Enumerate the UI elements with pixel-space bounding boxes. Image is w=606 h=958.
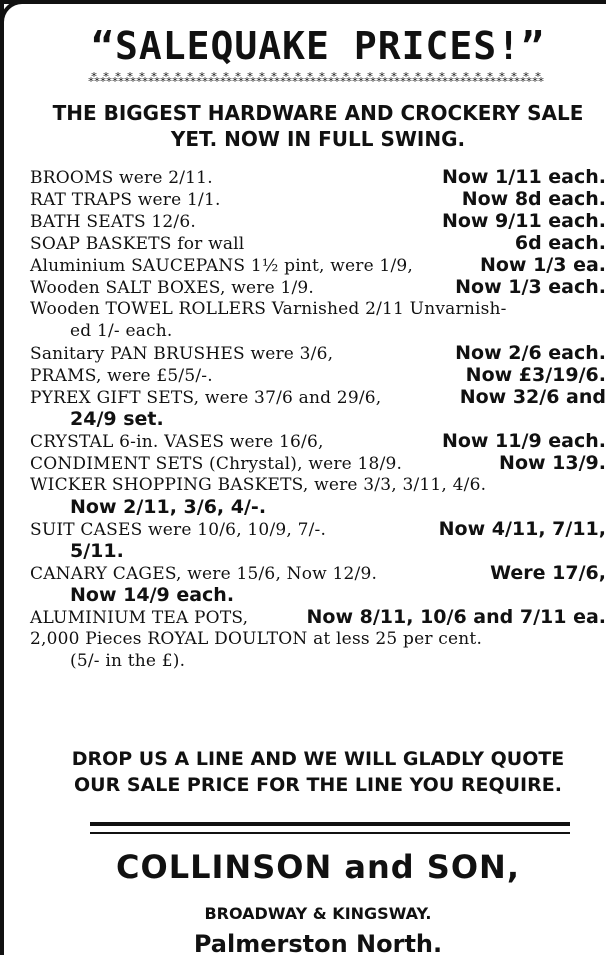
ornament-divider: ⁂⁂⁂⁂⁂⁂⁂⁂⁂⁂⁂⁂⁂⁂⁂⁂⁂⁂⁂⁂⁂⁂⁂⁂⁂⁂⁂⁂⁂⁂⁂⁂⁂⁂⁂⁂⁂⁂ (88, 72, 544, 84)
item-price: Now 11/9 each. (441, 430, 606, 452)
firm-town: Palmerston North. (193, 930, 443, 958)
item-description: CONDIMENT SETS (Chrystal), were 18/9. (30, 454, 403, 474)
frame-left-border (0, 0, 4, 955)
call-to-action (30, 746, 606, 798)
item-description: CRYSTAL 6-in. VASES were 16/6, (30, 432, 324, 452)
item-description: CANARY CAGES, were 15/6, Now 12/9. (30, 564, 378, 584)
firm-name: COLLINSON and SON, (116, 848, 520, 886)
price-list-item (30, 606, 606, 628)
item-description: WICKER SHOPPING BASKETS, were 3/3, 3/11, 4/6. (30, 475, 487, 495)
price-list-item (30, 628, 606, 672)
item-description: BROOMS were 2/11. (30, 168, 213, 188)
item-price: Now £3/19/6. (465, 364, 606, 386)
item-price: Were 17/6, (490, 562, 606, 584)
item-description: PRAMS, were £5/5/-. (30, 366, 213, 386)
item-description: PYREX GIFT SETS, were 37/6 and 29/6, (30, 388, 382, 408)
price-list-item (30, 298, 606, 342)
price-list-item (30, 386, 606, 430)
item-price: Now 1/3 each. (455, 276, 606, 298)
subheading-line-1: THE BIGGEST HARDWARE AND CROCKERY SALE (52, 101, 584, 125)
price-list-item (30, 562, 606, 606)
divider-rule-thin (90, 832, 570, 834)
item-price: Now 1/3 ea. (479, 254, 606, 276)
cta-line-1: DROP US A LINE AND WE WILL GLADLY QUOTE (71, 748, 565, 770)
divider-rule-thick (90, 822, 570, 826)
price-list-item (30, 342, 606, 364)
price-list-item (30, 518, 606, 562)
price-list-item (30, 188, 606, 210)
item-description: SUIT CASES were 10/6, 10/9, 7/-. (30, 520, 327, 540)
item-description: BATH SEATS 12/6. (30, 212, 196, 232)
item-description: Wooden TOWEL ROLLERS Varnished 2/11 Unvarnish- (30, 299, 507, 319)
item-description: ALUMINIUM TEA POTS, (30, 608, 249, 628)
cta-line-2: OUR SALE PRICE FOR THE LINE YOU REQUIRE. (74, 774, 562, 796)
price-list-item (30, 166, 606, 188)
item-price: Now 2/6 each. (455, 342, 606, 364)
item-description: 2,000 Pieces ROYAL DOULTON at less 25 per cent. (30, 629, 483, 649)
item-continuation: Now 2/11, 3/6, 4/-. (70, 496, 267, 518)
ad-headline: “SALEQUAKE PRICES!” (91, 24, 545, 68)
item-price: Now 9/11 each. (441, 210, 606, 232)
item-price: 6d each. (514, 232, 606, 254)
price-list-item (30, 474, 606, 518)
item-continuation: (5/- in the £). (70, 651, 186, 671)
item-price: Now 1/11 each. (441, 166, 606, 188)
price-list-item (30, 430, 606, 452)
price-list-item (30, 364, 606, 386)
item-description: SOAP BASKETS for wall (30, 234, 245, 254)
price-list (30, 166, 606, 672)
item-continuation: ed 1/- each. (70, 321, 173, 341)
item-price: Now 8/11, 10/6 and 7/11 ea. (306, 606, 606, 628)
item-description: Sanitary PAN BRUSHES were 3/6, (30, 344, 334, 364)
item-continuation: 5/11. (70, 540, 124, 562)
frame-corner (0, 0, 30, 30)
firm-address: BROADWAY & KINGSWAY. (204, 904, 432, 923)
item-description: Aluminium SAUCEPANS 1½ pint, were 1/9, (30, 256, 413, 276)
advertisement (30, 6, 606, 958)
subheading-line-2: YET. NOW IN FULL SWING. (170, 127, 466, 151)
item-continuation: Now 14/9 each. (70, 584, 235, 606)
item-price: Now 32/6 and (459, 386, 606, 408)
frame-top-border (0, 0, 606, 4)
price-list-item (30, 452, 606, 474)
price-list-item (30, 254, 606, 276)
price-list-item (30, 210, 606, 232)
item-description: RAT TRAPS were 1/1. (30, 190, 221, 210)
item-description: Wooden SALT BOXES, were 1/9. (30, 278, 315, 298)
ad-subheading (30, 100, 606, 152)
price-list-item (30, 232, 606, 254)
item-continuation: 24/9 set. (70, 408, 164, 430)
item-price: Now 13/9. (499, 452, 606, 474)
price-list-item (30, 276, 606, 298)
item-price: Now 8d each. (461, 188, 606, 210)
item-price: Now 4/11, 7/11, (438, 518, 606, 540)
